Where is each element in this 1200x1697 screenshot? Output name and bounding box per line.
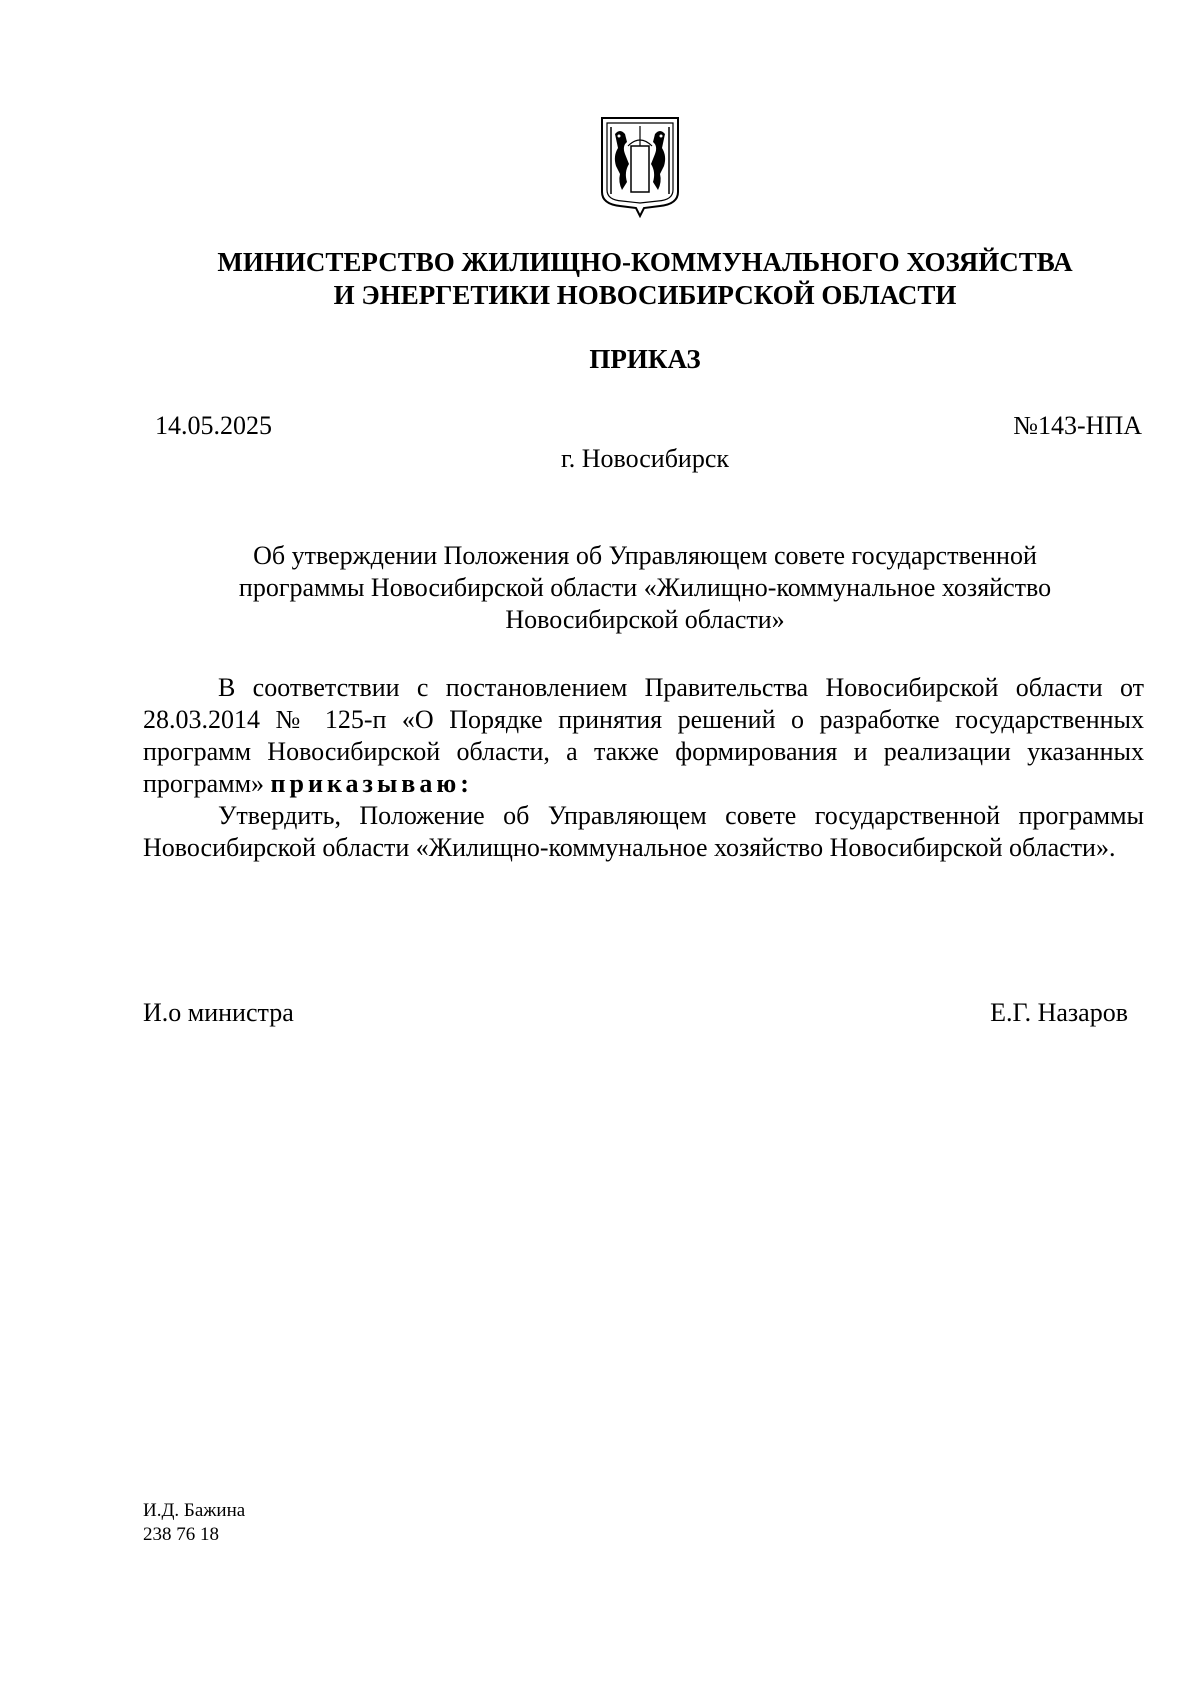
- ministry-name: [0, 246, 1200, 312]
- executor-name: И.Д. Бажина: [143, 1500, 246, 1521]
- signer-name: Е.Г. Назаров: [990, 998, 1128, 1027]
- document-number: №143-НПА: [1013, 411, 1142, 440]
- subject-line2: программы Новосибирской области «Жилищно-коммунальное хозяйство: [238, 573, 1052, 602]
- order-keyword: приказываю:: [270, 769, 473, 798]
- document-body: [143, 672, 1144, 864]
- subject-line1: Об утверждении Положения об Управляющем совете государственной: [253, 541, 1037, 570]
- coat-of-arms-icon: [598, 112, 682, 218]
- body-paragraph-1-text: В соответствии с постановлением Правительства Новосибирской области от 28.03.2014 № 125-п «О Порядке принятия решений о разработке государственных программ Новосибирской области, а также формирования и реализации указанных программ»: [143, 673, 1144, 798]
- executor-block: [143, 1499, 245, 1547]
- body-paragraph-2: Утвердить, Положение об Управляющем совете государственной программы Новосибирской области «Жилищно-коммунальное хозяйство Новосибирской области».: [143, 801, 1144, 862]
- document-date: 14.05.2025: [155, 411, 272, 440]
- ministry-name-line1: МИНИСТЕРСТВО ЖИЛИЩНО-КОММУНАЛЬНОГО ХОЗЯЙСТВА: [217, 247, 1073, 277]
- document-city: г. Новосибирск: [560, 444, 730, 473]
- subject-line3: Новосибирской области»: [505, 605, 785, 634]
- executor-phone: 238 76 18: [143, 1524, 219, 1545]
- document-subject: [0, 540, 1200, 636]
- body-paragraph-1: [143, 672, 1144, 800]
- document-type: ПРИКАЗ: [589, 344, 701, 374]
- ministry-name-line2: И ЭНЕРГЕТИКИ НОВОСИБИРСКОЙ ОБЛАСТИ: [333, 280, 957, 310]
- signer-position: И.о министра: [143, 998, 294, 1027]
